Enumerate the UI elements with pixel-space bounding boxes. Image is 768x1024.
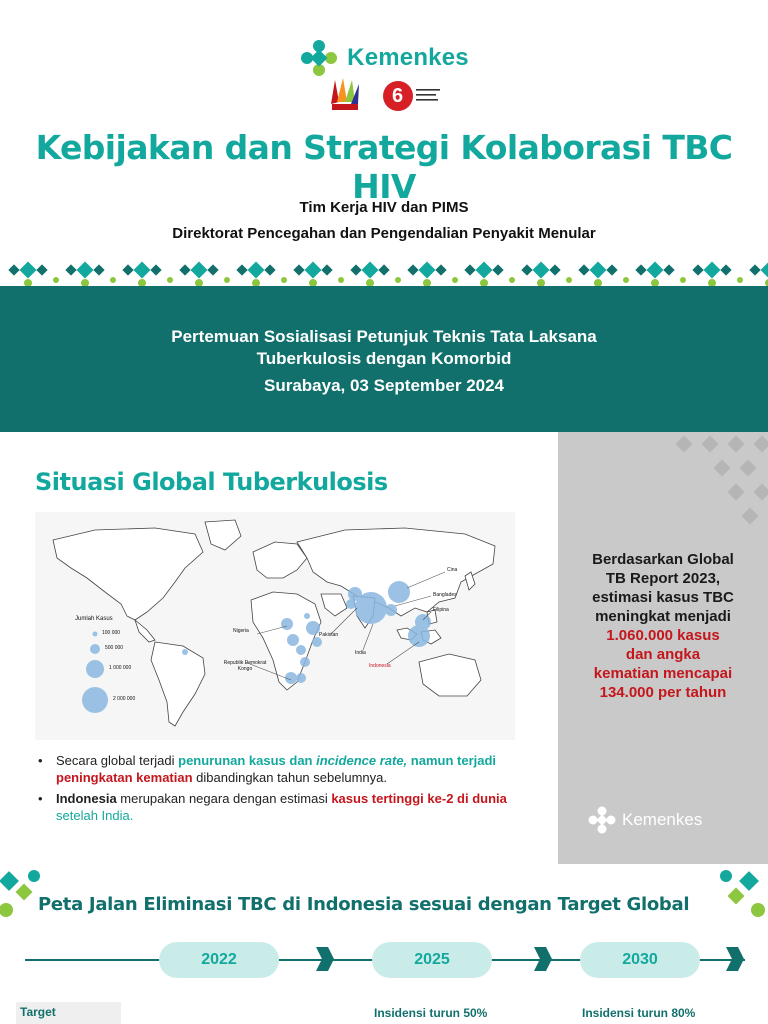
legend-2m: 2 000 000 — [113, 696, 136, 702]
world-map — [35, 512, 515, 740]
toss-tbc-logo — [325, 74, 363, 118]
team-name: Tim Kerja HIV dan PIMS — [299, 199, 469, 216]
directorate-name: Direktorat Pencegahan dan Pengendalian Penyakit Menular — [172, 225, 596, 242]
summary-text: Berdasarkan Global TB Report 2023, estimasi kasus TBC meningkat menjadi 1.060.000 kasus dan angka kematian mencapai 134.000 per tahun — [558, 550, 768, 702]
label-india: India — [355, 650, 366, 656]
case-estimate: 1.060.000 kasus — [606, 627, 720, 644]
bullet-global-trend: • Secara global terjadi penurunan kasus dan incidence rate, namun terjadi peningkatan kematian dibandingkan tahun sebelumnya. — [38, 753, 497, 785]
panel-kemenkes-logo: Kemenkes — [588, 806, 702, 834]
kemenkes-logo — [0, 38, 768, 78]
six-badge: 6 — [383, 81, 413, 111]
roadmap-slide — [0, 864, 768, 1024]
decorative-pattern-strip — [0, 258, 768, 288]
year-2030: 2030 — [580, 942, 700, 978]
panel-pattern — [558, 432, 768, 542]
kemenkes-logo-icon — [299, 38, 339, 78]
label-pakistan: Pakistan — [319, 632, 339, 638]
title-slide — [0, 0, 768, 432]
year-2025: 2025 — [372, 942, 492, 978]
presentation-title: Kebijakan dan Strategi Kolaborasi TBC HIV — [35, 128, 733, 206]
key-points — [38, 752, 516, 828]
bullet-indonesia-rank: • Indonesia merupakan negara dengan estimasi kasus tertinggi ke-2 di dunia setelah India. — [38, 791, 507, 823]
global-tb-slide — [0, 432, 768, 864]
corner-ornament-right — [712, 866, 768, 926]
six-badge-lines — [416, 88, 444, 104]
legend-title: Jumlah Kasus — [75, 616, 113, 622]
logo-text: Kemenkes — [347, 44, 469, 71]
year-2022: 2022 — [159, 942, 279, 978]
label-bangladesh: Banglades — [433, 592, 457, 598]
label-nigeria: Nigeria — [233, 628, 249, 634]
chevron-right-icon — [532, 945, 554, 973]
label-cina: Cina — [447, 567, 458, 573]
campaign-logos — [0, 74, 768, 118]
six-actions-logo — [383, 74, 444, 118]
goal-2025: Insidensi turun 50% — [374, 1006, 488, 1020]
label-kongo: Republik Demokrat Kongo — [223, 660, 267, 672]
legend-1m: 1 000 000 — [109, 665, 132, 671]
world-map-graphic — [35, 512, 515, 740]
label-filipina: Filipina — [433, 607, 449, 613]
event-date: Surabaya, 03 September 2024 — [263, 376, 505, 395]
event-title-line1: Pertemuan Sosialisasi Petunjuk Teknis Tata Laksana — [171, 327, 597, 346]
goal-2030: Insidensi turun 80% — [582, 1006, 696, 1020]
legend-100k: 100 000 — [102, 630, 121, 636]
label-indonesia: Indonesia — [369, 663, 391, 669]
death-estimate: 134.000 per tahun — [599, 684, 727, 701]
kemenkes-logo-icon — [588, 806, 616, 834]
target-label: Target — [16, 1002, 121, 1024]
event-title-line2: Tuberkulosis dengan Komorbid — [256, 349, 512, 368]
slide-title: Situasi Global Tuberkulosis — [35, 468, 388, 496]
legend-500k: 500 000 — [105, 645, 124, 651]
summary-panel — [558, 432, 768, 864]
chevron-right-icon — [314, 945, 336, 973]
chevron-right-icon — [724, 945, 746, 973]
roadmap-title: Peta Jalan Eliminasi TBC di Indonesia sesuai dengan Target Global — [38, 894, 690, 915]
